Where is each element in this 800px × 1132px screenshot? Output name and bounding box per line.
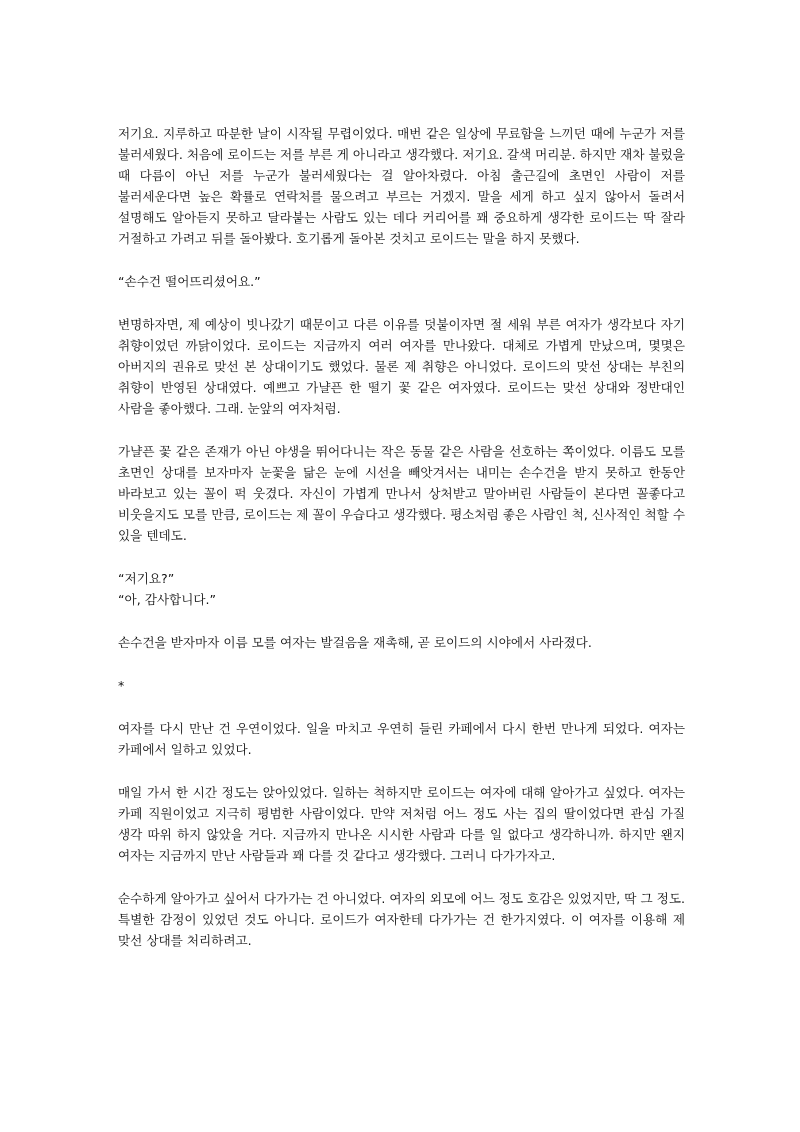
paragraph: 여자를 다시 만난 건 우연이었다. 일을 마치고 우연히 들린 카페에서 다시 한번 만나게 되었다. 여자는 카페에서 일하고 있었다.: [118, 721, 685, 757]
paragraph: 순수하게 알아가고 싶어서 다가가는 건 아니었다. 여자의 외모에 어느 정도 호감은 있었지만, 딱 그 정도. 특별한 감정이 있었던 것도 아니다. 로이드가 여자한테 다가가는 건 한가지였다. 이 여자를 이용해 제 맞선 상대를 처리하려고.: [118, 891, 685, 948]
paragraph: 저기요. 지루하고 따분한 날이 시작될 무렵이었다. 매번 같은 일상에 무료함을 느끼던 때에 누군가 저를 불러세웠다. 처음에 로이드는 저를 부른 게 아니라고 생각했다. 저기요. 갈색 머리분. 하지만 재차 불렀을 때 다름이 아닌 저를 누군가 불러세웠다는 걸 알아차렸다. 아침 출근길에 초면인 사람이 저를 불러세운다면 높은 확률로 연락처를 물으려고 부르는 거겠지. 말을 세게 하고 싶지 않아서 돌려서 설명해도 알아듣지 못하고 달라붙는 사람도 있는 데다 커리어를 꽤 중요하게 생각한 로이드는 딱 잘라 거절하고 가려고 뒤를 돌아봤다. 호기롭게 돌아본 것치고 로이드는 말을 하지 못했다.: [118, 126, 685, 246]
dialogue-block: [118, 568, 685, 610]
document-page: [118, 123, 685, 973]
dialogue-line: “저기요?”: [118, 571, 175, 586]
paragraph: 매일 가서 한 시간 정도는 앉아있었다. 일하는 척하지만 로이드는 여자에 대해 알아가고 싶었다. 여자는 카페 직원이었고 지극히 평범한 사람이었다. 만약 저처럼 어느 정도 사는 집의 딸이었다면 관심 가질 생각 따위 하지 않았을 거다. 지금까지 만나온 시시한 사람과 다를 일 없다고 생각하니까. 하지만 왠지 여자는 지금까지 만난 사람들과 꽤 다를 것 같다고 생각했다. 그러니 다가가자고.: [118, 785, 685, 863]
dialogue-line: “손수건 떨어뜨리셨어요.”: [118, 274, 261, 289]
paragraph: 가냘픈 꽃 같은 존재가 아닌 야생을 뛰어다니는 작은 동물 같은 사람을 선호하는 쪽이었다. 이름도 모를 초면인 상대를 보자마자 눈꽃을 닮은 눈에 시선을 빼앗겨서는 내미는 손수건을 받지 못하고 한동안 바라보고 있는 꼴이 퍽 웃겼다. 자신이 가볍게 만나서 상처받고 말아버린 사람들이 본다면 꼴좋다고 비웃을지도 모를 만큼, 로이드는 제 꼴이 우습다고 생각했다. 평소처럼 좋은 사람인 척, 신사적인 척할 수 있을 텐데도.: [118, 444, 685, 543]
paragraph: 손수건을 받자마자 이름 모를 여자는 발걸음을 재촉해, 곧 로이드의 시야에서 사라졌다.: [118, 635, 592, 650]
paragraph: 변명하자면, 제 예상이 빗나갔기 때문이고 다른 이유를 덧붙이자면 절 세워 부른 여자가 생각보다 자기 취향이었던 까닭이었다. 로이드는 지금까지 여러 여자를 만나왔다. 대체로 가볍게 만났으며, 몇몇은 아버지의 권유로 맞선 본 상대이기도 했었다. 물론 제 취향은 아니었다. 로이드의 맞선 상대는 부친의 취향이 반영된 상대였다. 예쁘고 가냘픈 한 떨기 꽃 같은 여자였다. 로이드는 맞선 상대와 정반대인 사람을 좋아했다. 그래. 눈앞의 여자처럼.: [118, 317, 685, 416]
scene-break: *: [118, 678, 125, 693]
dialogue-line: “아, 감사합니다.”: [118, 592, 217, 607]
